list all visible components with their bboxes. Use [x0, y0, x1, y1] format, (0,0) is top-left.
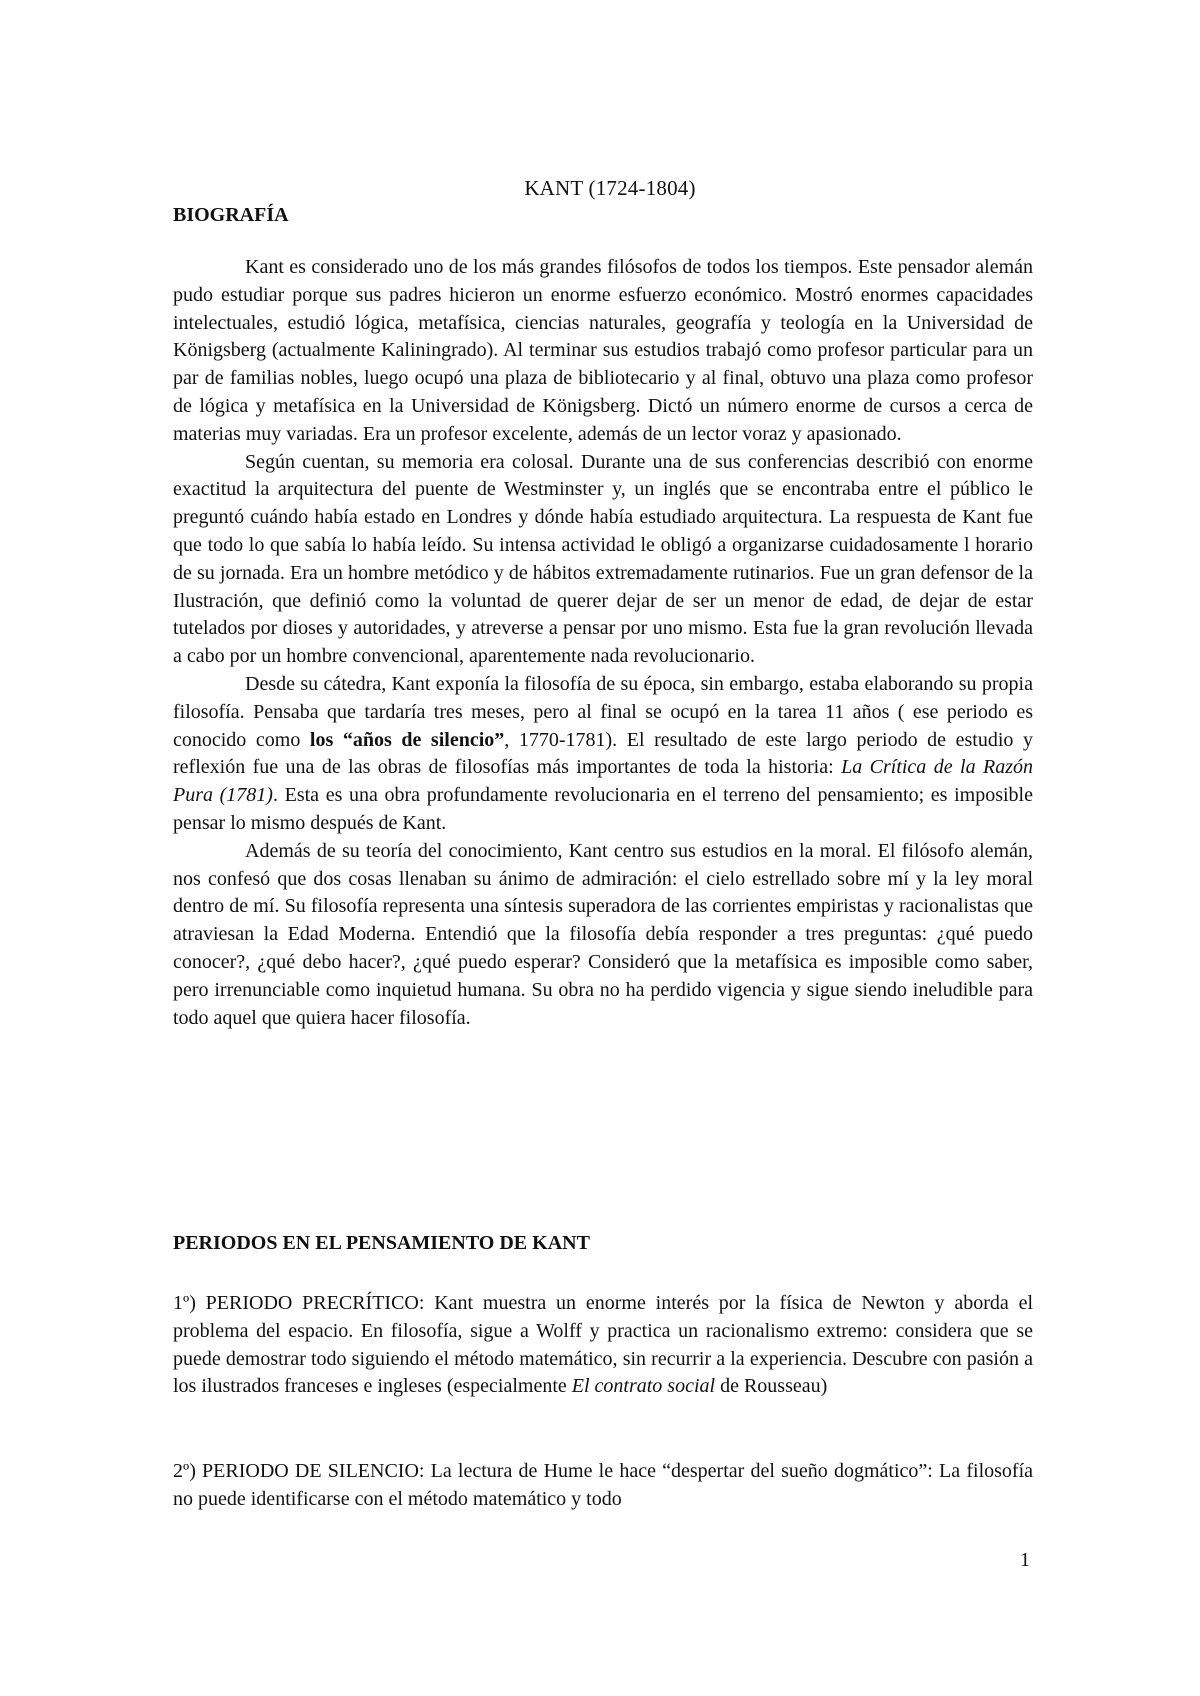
- document-title: KANT (1724-1804): [524, 176, 696, 200]
- period-1-paragraph: [173, 1290, 1033, 1401]
- biography-paragraph-2: Según cuentan, su memoria era colosal. Durante una de sus conferencias describió con enorme exactitud la arquitectura del puente de Westminster y, un inglés que se encontraba entre el público le preguntó cuándo había estado en Londres y dónde había estudiado arquitectura. La respuesta de Kant fue que todo lo que sabía lo había leído. Su intensa actividad le obligó a organizarse cuidadosamente l horario de su jornada. Era un hombre metódico y de hábitos extremadamente rutinarios. Fue un gran defensor de la Ilustración, que definió como la voluntad de querer dejar de ser un menor de edad, de dejar de estar tutelados por dioses y autoridades, y atreverse a pensar por uno mismo. Esta fue la gran revolución llevada a cabo por un hombre convencional, aparentemente nada revolucionario.: [173, 450, 1033, 668]
- period-2-paragraph: 2º) PERIODO DE SILENCIO: La lectura de Hume le hace “despertar del sueño dogmático”: La filosofía no puede identificarse con el método matemático y todo: [173, 1460, 1033, 1510]
- periods-heading: PERIODOS EN EL PENSAMIENTO DE KANT: [173, 1232, 590, 1254]
- period-1-end: de Rousseau): [715, 1375, 828, 1398]
- anos-de-silencio-bold: los “años de silencio”: [309, 728, 505, 751]
- period-1-text: 1º) PERIODO PRECRÍTICO: Kant muestra un enorme interés por la física de Newton y aborda el problema del espacio. En filosofía, sigue a Wolff y practica un racionalismo extremo: considera que se puede demostrar todo siguiendo el método matemático, sin recurrir a la experiencia. Descubre con pasión a los ilustrados franceses e ingleses (especialmente: [173, 1292, 1033, 1398]
- paragraph-3-text-a: Desde su cátedra, Kant exponía la filosofía de su época, sin embargo, estaba elaborando su propia filosofía. Pensaba que tardaría tres meses, pero al final se ocupó en la tarea 11 años ( ese periodo es conocido como: [173, 672, 1033, 751]
- contrato-social-title: El contrato social: [571, 1375, 716, 1398]
- page-number: 1: [1020, 1549, 1030, 1571]
- paragraph-3-text-b: , 1770-1781). El resultado de este largo periodo de estudio y reflexión fue una de las obras de filosofías más importantes de toda la historia:: [173, 728, 1033, 779]
- biography-paragraph-1: Kant es considerado uno de los más grandes filósofos de todos los tiempos. Este pensador alemán pudo estudiar porque sus padres hicieron un enorme esfuerzo económico. Mostró enormes capacidades intelectuales, estudió lógica, metafísica, ciencias naturales, geografía y teología en la Universidad de Königsberg (actualmente Kaliningrado). Al terminar sus estudios trabajó como profesor particular para un par de familias nobles, luego ocupó una plaza de bibliotecario y al final, obtuvo una plaza como profesor de lógica y metafísica en la Universidad de Königsberg. Dictó un número enorme de cursos a cerca de materias muy variadas. Era un profesor excelente, además de un lector voraz y apasionado.: [173, 256, 1033, 445]
- biography-heading: BIOGRAFÍA: [173, 204, 289, 226]
- biography-section: [173, 254, 1033, 1032]
- biography-paragraph-3: [173, 671, 1033, 838]
- biography-paragraph-4: Además de su teoría del conocimiento, Kant centro sus estudios en la moral. El filósofo alemán, nos confesó que dos cosas llenaban su ánimo de admiración: el cielo estrellado sobre mí y la ley moral dentro de mí. Su filosofía representa una síntesis superadora de las corrientes empiristas y racionalistas que atraviesan la Edad Moderna. Entendió que la filosofía debía responder a tres preguntas: ¿qué puedo conocer?, ¿qué debo hacer?, ¿qué puedo esperar? Consideró que la metafísica es imposible como saber, pero irrenunciable como inquietud humana. Su obra no ha perdido vigencia y sigue siendo ineludible para todo aquel que quiera hacer filosofía.: [173, 839, 1033, 1029]
- paragraph-3-text-c: . Esta es una obra profundamente revolucionaria en el terreno del pensamiento; es imposible pensar lo mismo después de Kant.: [173, 784, 1033, 834]
- critica-razon-pura-title: La Crítica de la Razón Pura (1781): [173, 756, 1033, 807]
